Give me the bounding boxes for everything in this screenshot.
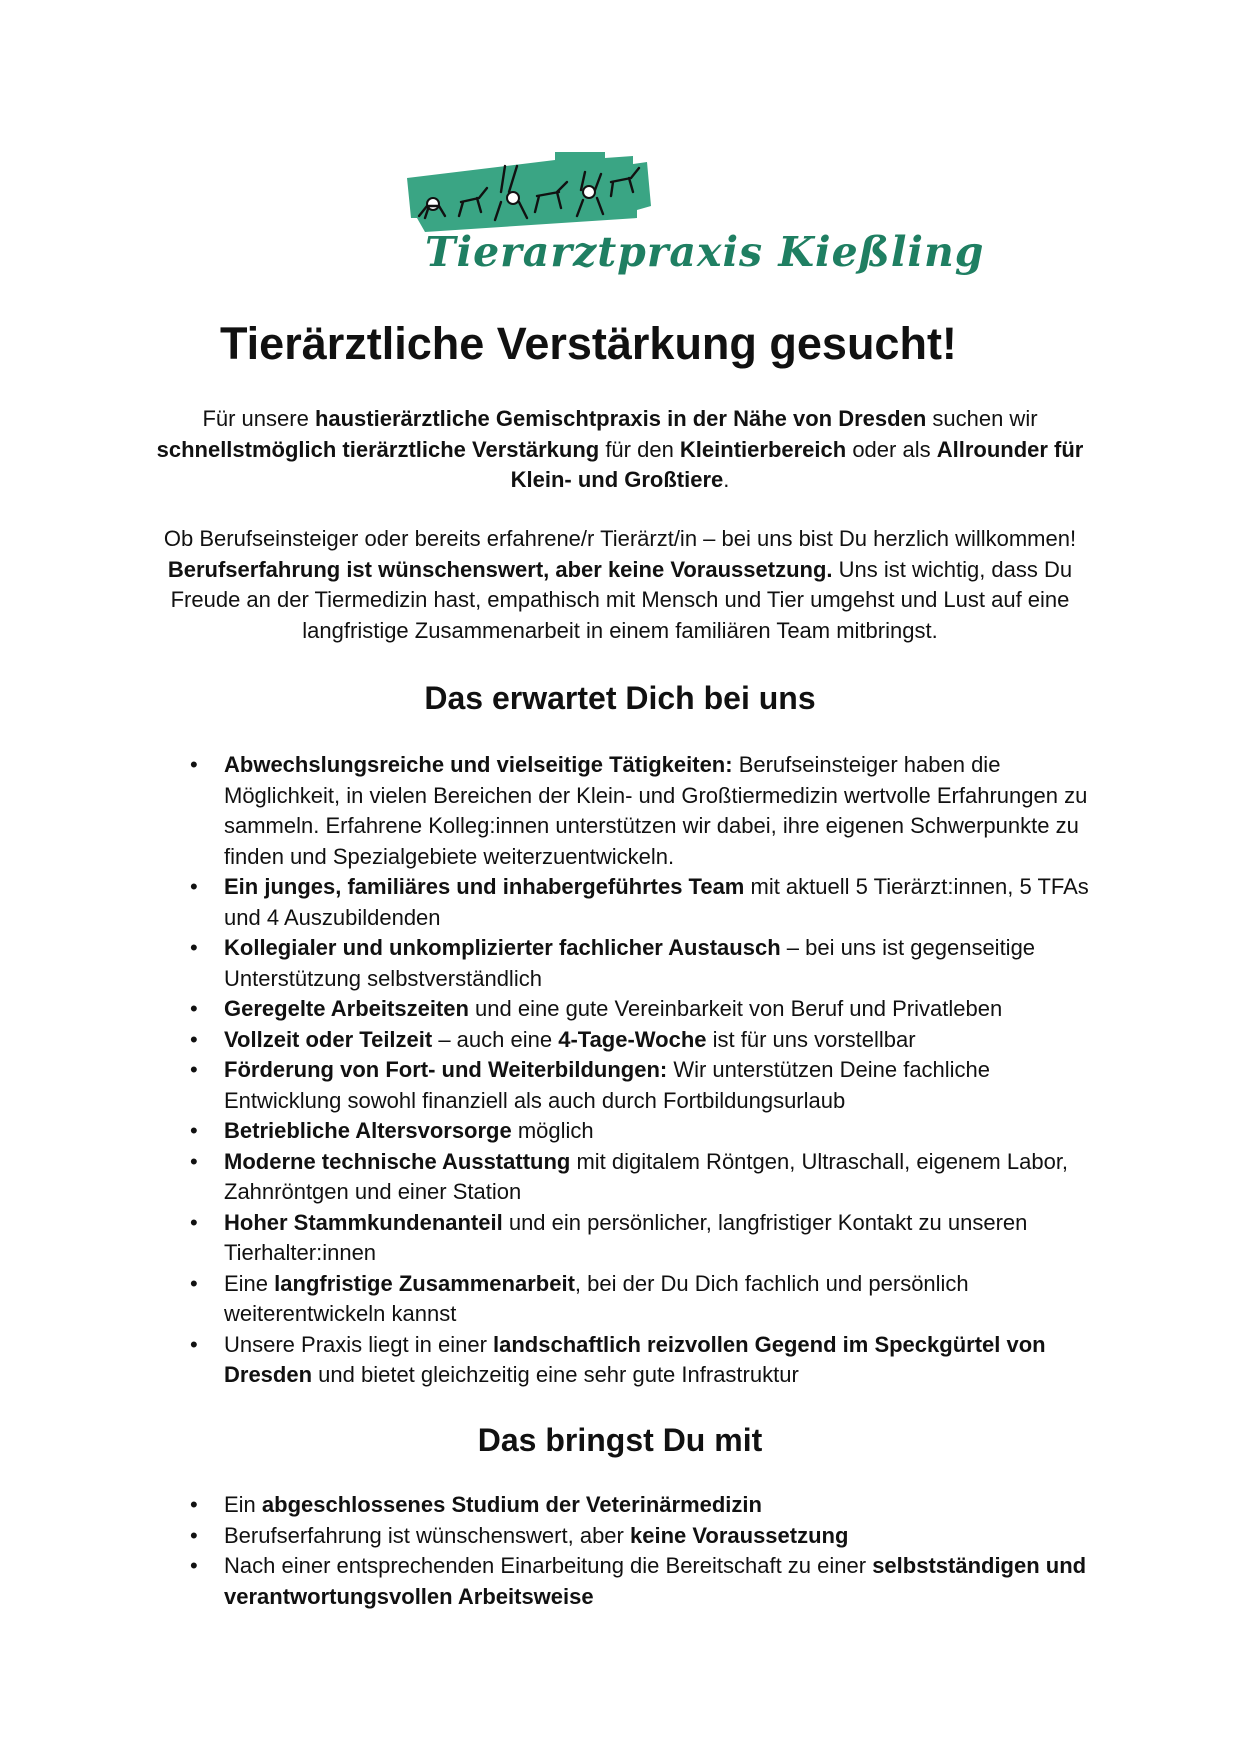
list-item	[190, 1055, 1090, 1116]
text: mit aktuell 5 Tierärzt:innen, 5 TFAs und 4 Auszubildenden	[224, 874, 1089, 930]
bold-text: Moderne technische Ausstattung	[224, 1148, 571, 1174]
section-heading-requirements: Das bringst Du mit	[477, 1422, 763, 1458]
bullet-icon: •	[190, 1522, 198, 1548]
bullet-icon: •	[190, 996, 198, 1021]
text: – bei uns ist gegenseitige Unterstützung selbstverständlich	[224, 935, 1036, 991]
benefits-list	[190, 750, 1090, 1391]
text: und ein persönlicher, langfristiger Kontakt zu unseren Tierhalter:innen	[224, 1209, 1028, 1265]
bold-text: Allrounder für Klein- und Großtiere	[510, 436, 1084, 492]
bold-text: Geregelte Arbeitszeiten	[224, 996, 469, 1021]
text: .	[723, 467, 730, 492]
bold-text: Ein junges, familiäres und inhabergeführtes Team	[224, 874, 745, 899]
bullet-icon: •	[190, 935, 198, 960]
bold-text: 4-Tage-Woche	[558, 1026, 707, 1052]
text: Ob Berufseinsteiger oder bereits erfahrene/r Tierärzt/in – bei uns bist Du herzlich willkommen!	[163, 526, 1077, 551]
practice-logo	[405, 152, 985, 292]
list-item	[190, 1330, 1090, 1391]
list-item	[190, 1551, 1090, 1612]
list-item	[190, 1521, 1090, 1552]
bold-text: Hoher Stammkundenanteil	[224, 1209, 503, 1235]
bullet-icon: •	[190, 1026, 198, 1052]
bold-text: haustierärztliche Gemischtpraxis in der Nähe von Dresden	[314, 406, 927, 431]
text: mit digitalem Röntgen, Ultraschall, eigenem Labor, Zahnröntgen und einer Station	[224, 1148, 1069, 1204]
bullet-icon: •	[190, 1118, 198, 1143]
bold-text: keine Voraussetzung	[629, 1522, 849, 1548]
text: Unsere Praxis liegt in einer	[224, 1331, 494, 1357]
practice-name: Tierarztpraxis Kießling	[425, 228, 985, 276]
text: , bei der Du Dich fachlich und persönlich weiterentwickeln kannst	[224, 1270, 969, 1326]
bold-text: landschaftlich reizvollen Gegend im Speckgürtel von Dresden	[224, 1331, 1046, 1387]
bold-text: Vollzeit oder Teilzeit	[224, 1026, 433, 1052]
page-title: Tierärztliche Verstärkung gesucht!	[220, 318, 957, 369]
text: Berufserfahrung ist wünschenswert, aber	[224, 1522, 630, 1548]
list-item	[190, 750, 1090, 872]
bullet-icon: •	[190, 1331, 198, 1357]
bold-text: Betriebliche Altersvorsorge	[224, 1118, 512, 1143]
text: ist für uns vorstellbar	[706, 1026, 916, 1052]
list-item	[190, 1208, 1090, 1269]
text: Für unsere	[202, 406, 315, 431]
text: – auch eine	[432, 1026, 559, 1052]
intro-paragraph-2	[140, 524, 1100, 646]
section-heading-benefits: Das erwartet Dich bei uns	[424, 680, 816, 716]
list-item	[190, 1269, 1090, 1330]
text: und eine gute Vereinbarkeit von Beruf und Privatleben	[468, 996, 1003, 1021]
intro-paragraph-1	[140, 404, 1100, 496]
bold-text: Berufserfahrung ist wünschenswert, aber keine Voraussetzung.	[167, 556, 833, 582]
bullet-icon: •	[190, 1209, 198, 1235]
bold-text: selbstständigen und verantwortungsvollen Arbeitsweise	[224, 1553, 1087, 1609]
text: Uns ist wichtig, dass Du Freude an der Tiermedizin hast, empathisch mit Mensch und Tier umgehst und Lust auf eine langfristige Zusammenarbeit in einem familiären Team mitbringst.	[170, 556, 1073, 643]
bold-text: Förderung von Fort- und Weiterbildungen:	[224, 1057, 668, 1082]
bullet-icon: •	[190, 1270, 198, 1296]
list-item	[190, 1490, 1090, 1521]
list-item	[190, 1025, 1090, 1056]
bullet-icon: •	[190, 1148, 198, 1174]
bold-text: Kollegialer und unkomplizierter fachlicher Austausch	[224, 935, 781, 960]
bold-text: abgeschlossenes Studium der Veterinärmedizin	[261, 1492, 762, 1517]
bullet-icon: •	[190, 874, 198, 899]
bold-text: schnellstmöglich tierärztliche Verstärkung	[156, 436, 600, 462]
bold-text: langfristige Zusammenarbeit	[274, 1270, 575, 1296]
text: möglich	[511, 1118, 594, 1143]
list-item	[190, 1147, 1090, 1208]
text: für den	[599, 436, 680, 462]
bullet-icon: •	[190, 1057, 198, 1082]
text: oder als	[846, 436, 937, 462]
text: Ein	[224, 1492, 262, 1517]
bullet-icon: •	[190, 752, 198, 777]
bold-text: Abwechslungsreiche und vielseitige Tätigkeiten:	[224, 752, 733, 777]
bullet-icon: •	[190, 1553, 198, 1578]
text: Nach einer entsprechenden Einarbeitung die Bereitschaft zu einer	[224, 1553, 873, 1578]
bold-text: Kleintierbereich	[679, 436, 847, 462]
list-item	[190, 1116, 1090, 1147]
text: und bietet gleichzeitig eine sehr gute Infrastruktur	[312, 1362, 799, 1387]
text: suchen wir	[926, 406, 1038, 431]
list-item	[190, 994, 1090, 1025]
text: Eine	[224, 1270, 275, 1296]
requirements-list	[190, 1490, 1090, 1612]
list-item	[190, 872, 1090, 933]
text: Berufseinsteiger haben die Möglichkeit, in vielen Bereichen der Klein- und Großtiermedizin wertvolle Erfahrungen zu sammeln. Erfahrene Kolleg:innen unterstützen wir dabei, ihre eigenen Schwerpunkte zu finden und Spezialgebiete weiterzuentwickeln.	[224, 752, 1088, 869]
list-item	[190, 933, 1090, 994]
text: Wir unterstützen Deine fachliche Entwicklung sowohl finanziell als auch durch Fortbildungsurlaub	[224, 1057, 991, 1113]
bullet-icon: •	[190, 1492, 198, 1517]
